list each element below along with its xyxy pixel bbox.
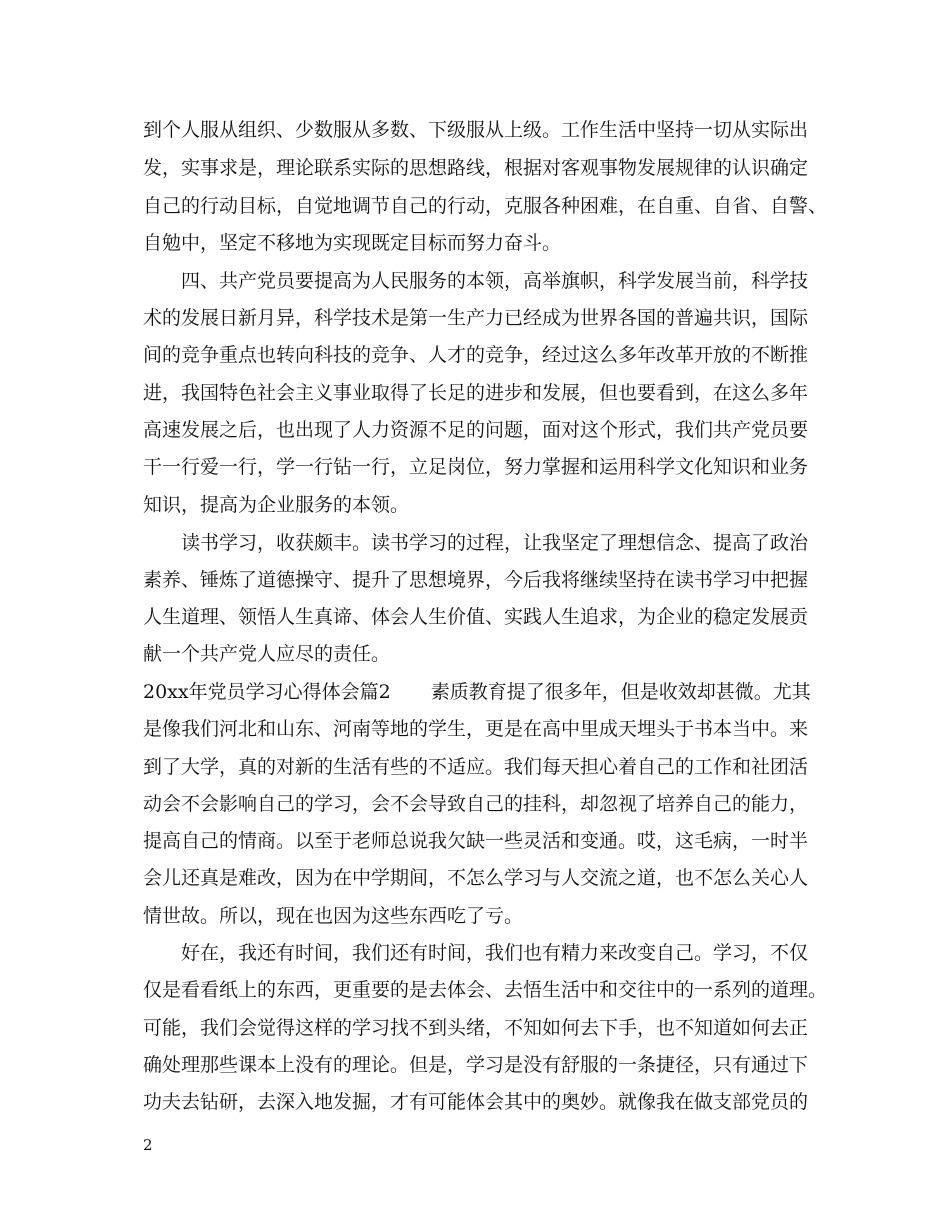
paragraph-start-line: 读书学习，收获颇丰。读书学习的过程，让我坚定了理想信念、提高了政治 xyxy=(181,532,809,554)
body-line: 自勉中，坚定不移地为实现既定目标而努力奋斗。 xyxy=(143,232,562,254)
paragraph-start-line: 好在，我还有时间，我们还有时间，我们也有精力来改变自己。学习，不仅 xyxy=(181,942,809,964)
body-line: 确处理那些课本上没有的理论。但是，学习是没有舒服的一条捷径，只有通过下 xyxy=(143,1054,809,1076)
body-line: 仅是看看纸上的东西，更重要的是去体会、去悟生活中和交往中的一系列的道理。 xyxy=(143,979,828,1001)
body-line: 提高自己的情商。以至于老师总说我欠缺一些灵活和变通。哎，这毛病，一时半 xyxy=(143,830,809,852)
body-line: 动会不会影响自己的学习，会不会导致自己的挂科，却忽视了培养自己的能力， xyxy=(143,793,809,815)
body-line: 干一行爱一行，学一行钻一行，立足岗位，努力掌握和运用科学文化知识和业务 xyxy=(143,456,809,478)
section-title: 20xx年党员学习心得体会篇2 xyxy=(143,681,391,703)
body-line: 术的发展日新月异，科学技术是第一生产力已经成为世界各国的普遍共识，国际 xyxy=(143,307,809,329)
body-line: 功夫去钻研，去深入地发掘，才有可能体会其中的奥妙。就像我在做支部党员的 xyxy=(143,1091,809,1113)
body-line: 情世故。所以，现在也因为这些东西吃了亏。 xyxy=(143,905,524,927)
section-first-text: 素质教育提了很多年，但是收效却甚微。尤其 xyxy=(430,681,811,703)
body-line: 人生道理、领悟人生真谛、体会人生价值、实践人生追求，为企业的稳定发展贡 xyxy=(143,606,809,628)
body-line: 知识，提高为企业服务的本领。 xyxy=(143,494,410,516)
body-line: 到了大学，真的对新的生活有些的不适应。我们每天担心着自己的工作和社团活 xyxy=(143,756,809,778)
body-line: 献一个共产党人应尽的责任。 xyxy=(143,643,391,665)
body-line: 可能，我们会觉得这样的学习找不到头绪，不知如何去下手，也不知道如何去正 xyxy=(143,1017,809,1039)
body-line: 素养、锤炼了道德操守、提升了思想境界，今后我将继续坚持在读书学习中把握 xyxy=(143,569,809,591)
section-heading-line xyxy=(143,680,811,704)
body-line: 自己的行动目标，自觉地调节自己的行动，克服各种困难，在自重、自省、自警、 xyxy=(143,195,828,217)
body-line: 是像我们河北和山东、河南等地的学生，更是在高中里成天埋头于书本当中。来 xyxy=(143,718,809,740)
body-line: 到个人服从组织、少数服从多数、下级服从上级。工作生活中坚持一切从实际出 xyxy=(143,119,809,141)
body-line: 间的竞争重点也转向科技的竞争、人才的竞争，经过这么多年改革开放的不断推 xyxy=(143,344,809,366)
body-line: 会儿还真是难改，因为在中学期间，不怎么学习与人交流之道，也不怎么关心人 xyxy=(143,867,809,889)
paragraph-start-line: 四、共产党员要提高为人民服务的本领，高举旗帜，科学发展当前，科学技 xyxy=(181,270,809,292)
page-number: 2 xyxy=(143,1136,153,1154)
body-line: 高速发展之后，也出现了人力资源不足的问题，面对这个形式，我们共产党员要 xyxy=(143,419,809,441)
body-line: 发，实事求是，理论联系实际的思想路线，根据对客观事物发展规律的认识确定 xyxy=(143,157,809,179)
body-line: 进，我国特色社会主义事业取得了长足的进步和发展，但也要看到，在这么多年 xyxy=(143,382,809,404)
